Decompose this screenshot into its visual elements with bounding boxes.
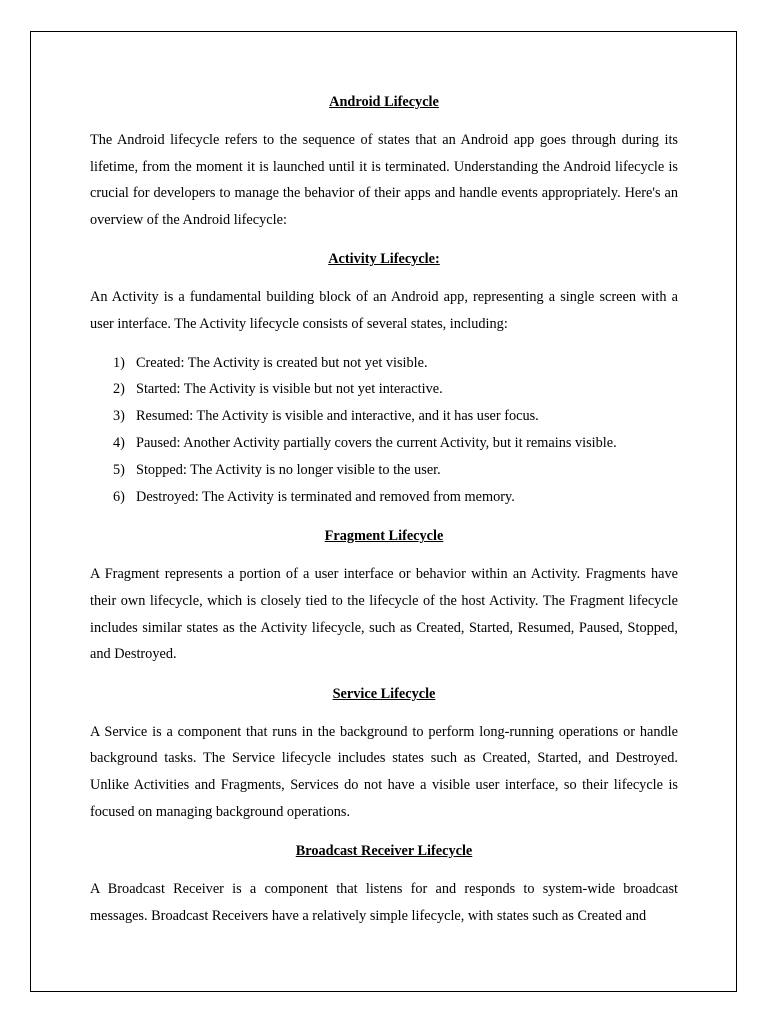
list-item-text: Created: The Activity is created but not yet visible. [136,354,428,371]
list-item-text: Destroyed: The Activity is terminated and removed from memory. [136,488,515,505]
list-item [113,484,678,511]
list-item-number: 6) [113,488,125,505]
broadcast-heading: Broadcast Receiver Lifecycle [295,843,473,860]
page-title: Android Lifecycle [329,94,439,110]
list-item [113,350,678,377]
list-item-text: Paused: Another Activity partially covers the current Activity, but it remains visible. [136,434,617,451]
list-item-text: Started: The Activity is visible but not yet interactive. [136,381,443,398]
list-item-text: Stopped: The Activity is no longer visible to the user. [136,461,441,478]
list-item-number: 2) [113,381,125,398]
list-item [113,403,678,430]
fragment-heading: Fragment Lifecycle [324,528,444,545]
activity-states-list [90,350,678,511]
list-item [113,457,678,484]
activity-heading: Activity Lifecycle: [328,251,440,268]
broadcast-paragraph: A Broadcast Receiver is a component that listens for and responds to system-wide broadcast messages. Broadcast Receivers have a relatively simple lifecycle, with states such as Created and [90,881,678,924]
document-body [90,90,678,929]
list-item [113,430,678,457]
list-item-number: 4) [113,434,125,451]
intro-paragraph: The Android lifecycle refers to the sequence of states that an Android app goes through during its lifetime, from the moment it is launched until it is terminated. Understanding the Android lifecycle is crucial for developers to manage the behavior of their apps and handle events appropriately. Here's an overview of the Android lifecycle: [90,132,678,228]
fragment-paragraph: A Fragment represents a portion of a user interface or behavior within an Activity. Fragments have their own lifecycle, which is closely tied to the lifecycle of the host Activity. The Fragment lifecycle includes similar states as the Activity lifecycle, such as Created, Started, Resumed, Paused, Stopped, and Destroyed. [90,566,678,663]
list-item-number: 3) [113,408,125,425]
list-item [113,376,678,403]
service-heading: Service Lifecycle [332,685,436,702]
list-item-number: 1) [113,354,125,371]
activity-paragraph: An Activity is a fundamental building block of an Android app, representing a single screen with a user interface. The Activity lifecycle consists of several states, including: [90,289,678,332]
list-item-number: 5) [113,461,125,478]
service-paragraph: A Service is a component that runs in the background to perform long-running operations or handle background tasks. The Service lifecycle includes states such as Created, Started, and Destroyed. Unlike Activities and Fragments, Services do not have a visible user interface, so their lifecycle is focused on managing background operations. [90,723,678,820]
list-item-text: Resumed: The Activity is visible and interactive, and it has user focus. [136,408,539,425]
